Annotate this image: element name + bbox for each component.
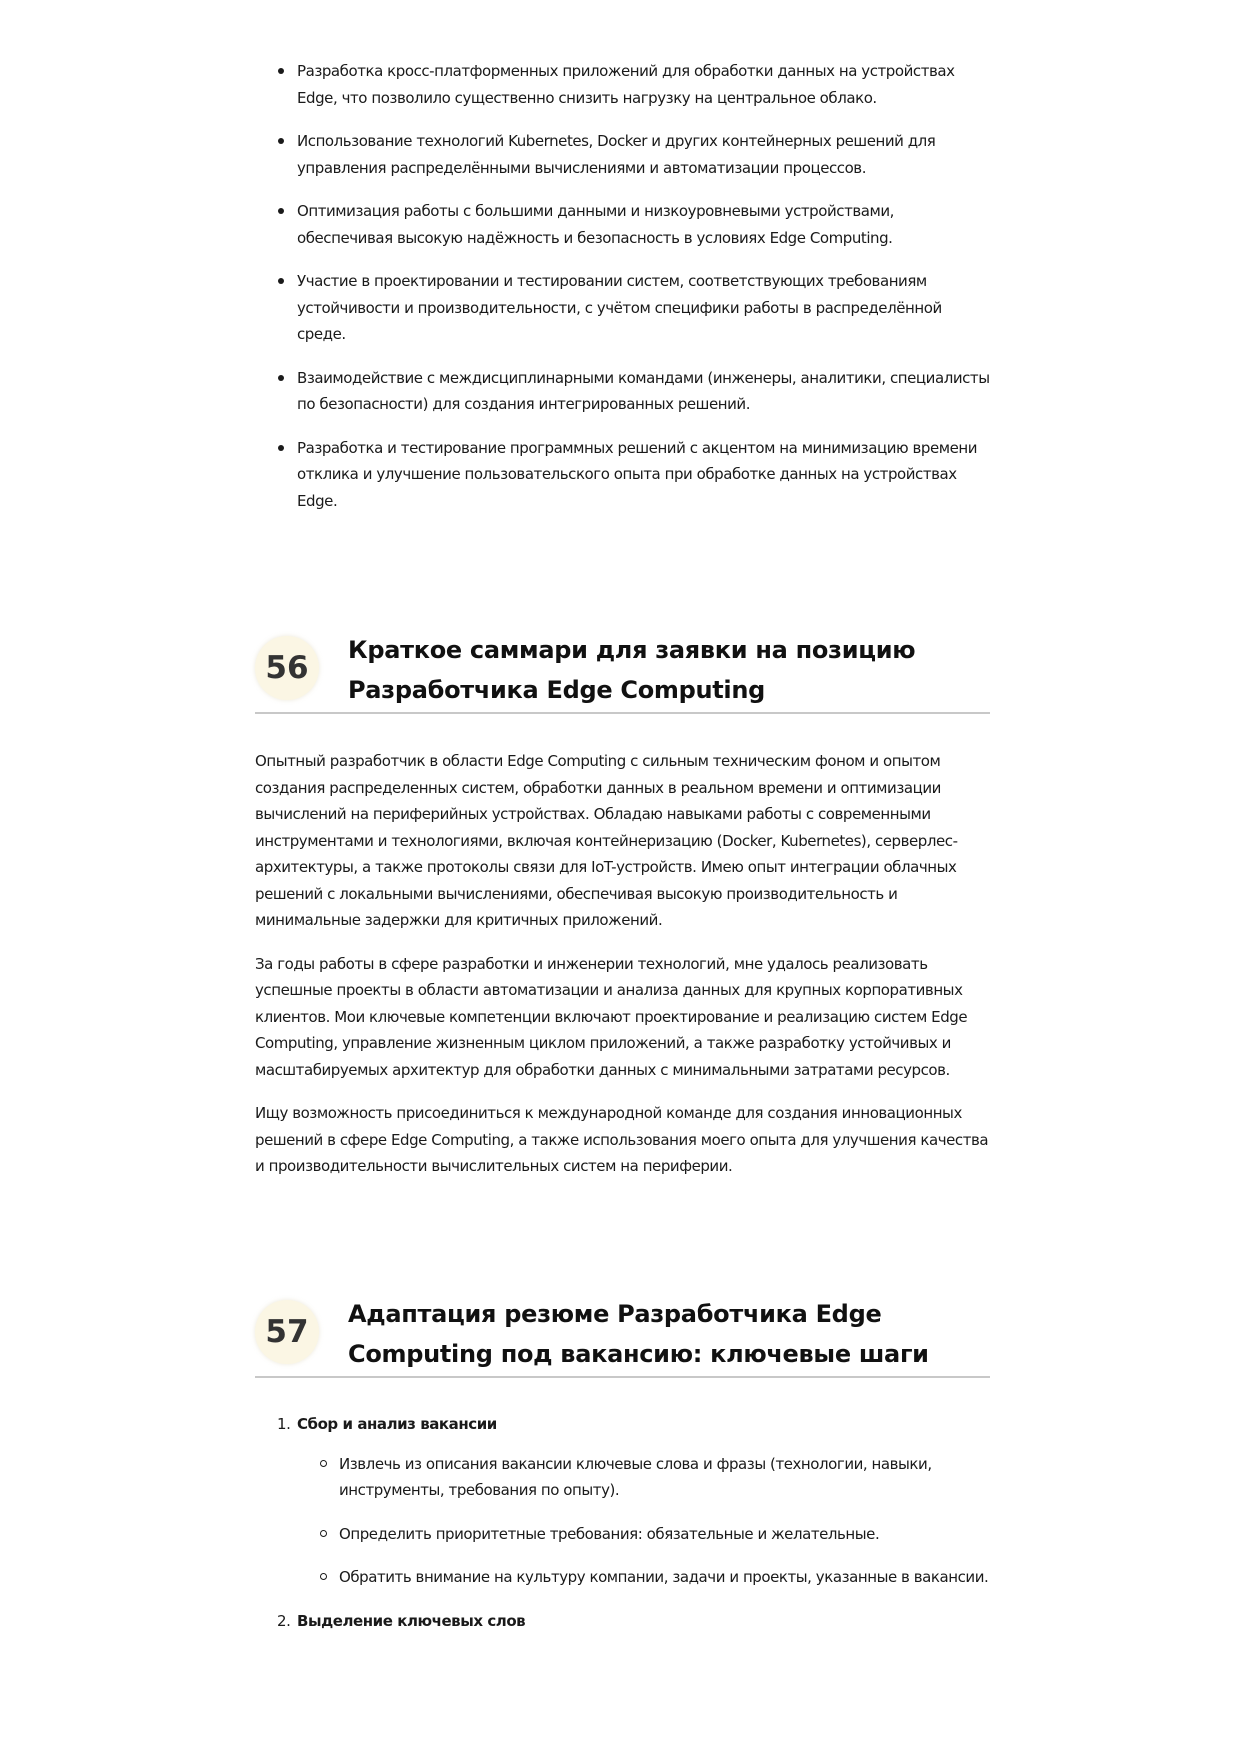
section-title: Адаптация резюме Разработчика Edge Computing под вакансию: ключевые шаги: [348, 1300, 929, 1368]
step-sublist: [297, 1451, 990, 1591]
step-item: [255, 1608, 990, 1635]
list-item: Извлечь из описания вакансии ключевые слова и фразы (технологии, навыки, инструменты, требования по опыту).: [297, 1451, 990, 1504]
list-item: Разработка и тестирование программных решений с акцентом на минимизацию времени отклика и улучшение пользовательского опыта при обработке данных на устройствах Edge.: [255, 435, 990, 515]
step-title: Сбор и анализ вакансии: [297, 1415, 497, 1433]
paragraph: Опытный разработчик в области Edge Computing с сильным техническим фоном и опытом создания распределенных систем, обработки данных в реальном времени и оптимизации вычислений на периферийных устройствах. Обладаю навыками работы с современными инструментами и технологиями, включая контейнеризацию (Docker, Kubernetes), серверлес-архитектуры, а также протоколы связи для IoT-устройств. Имею опыт интеграции облачных решений с локальными вычислениями, обеспечивая высокую производительность и минимальные задержки для критичных приложений.: [255, 752, 958, 929]
step-item: [255, 1411, 990, 1591]
list-item: Определить приоритетные требования: обязательные и желательные.: [297, 1521, 990, 1548]
experience-bullet-list: [255, 58, 990, 531]
section-number-badge: 57: [255, 1300, 319, 1364]
section-header-57: [255, 1292, 990, 1378]
step-number: 1.: [277, 1415, 291, 1433]
section-header-56: [255, 628, 990, 714]
section-number-badge: 56: [255, 636, 319, 700]
step-title: Выделение ключевых слов: [297, 1611, 526, 1630]
step-number: 2.: [277, 1611, 291, 1630]
summary-text: [255, 748, 995, 1197]
list-item: Разработка кросс-платформенных приложений для обработки данных на устройствах Edge, что позволило существенно снизить нагрузку на центральное облако.: [255, 58, 990, 111]
section-title: Краткое саммари для заявки на позицию Разработчика Edge Computing: [348, 636, 916, 704]
list-item: Участие в проектировании и тестировании систем, соответствующих требованиям устойчивости и производительности, с учётом специфики работы в распределённой среде.: [255, 268, 990, 348]
paragraph: Ищу возможность присоединиться к международной команде для создания инновационных решений в сфере Edge Computing, а также использования моего опыта для улучшения качества и производительности вычислительных систем на периферии.: [255, 1104, 989, 1175]
paragraph: За годы работы в сфере разработки и инженерии технологий, мне удалось реализовать успешные проекты в области автоматизации и анализа данных для крупных корпоративных клиентов. Мои ключевые компетенции включают проектирование и реализацию систем Edge Computing, управление жизненным циклом приложений, а также разработку устойчивых и масштабируемых архитектур для обработки данных с минимальными затратами ресурсов.: [255, 954, 968, 1079]
steps-list: [255, 1411, 990, 1644]
list-item: Обратить внимание на культуру компании, задачи и проекты, указанные в вакансии.: [297, 1564, 990, 1591]
list-item: Взаимодействие с междисциплинарными командами (инженеры, аналитики, специалисты по безопасности) для создания интегрированных решений.: [255, 365, 990, 418]
list-item: Использование технологий Kubernetes, Docker и других контейнерных решений для управления распределёнными вычислениями и автоматизации процессов.: [255, 128, 990, 181]
list-item: Оптимизация работы с большими данными и низкоуровневыми устройствами, обеспечивая высокую надёжность и безопасность в условиях Edge Computing.: [255, 198, 990, 251]
